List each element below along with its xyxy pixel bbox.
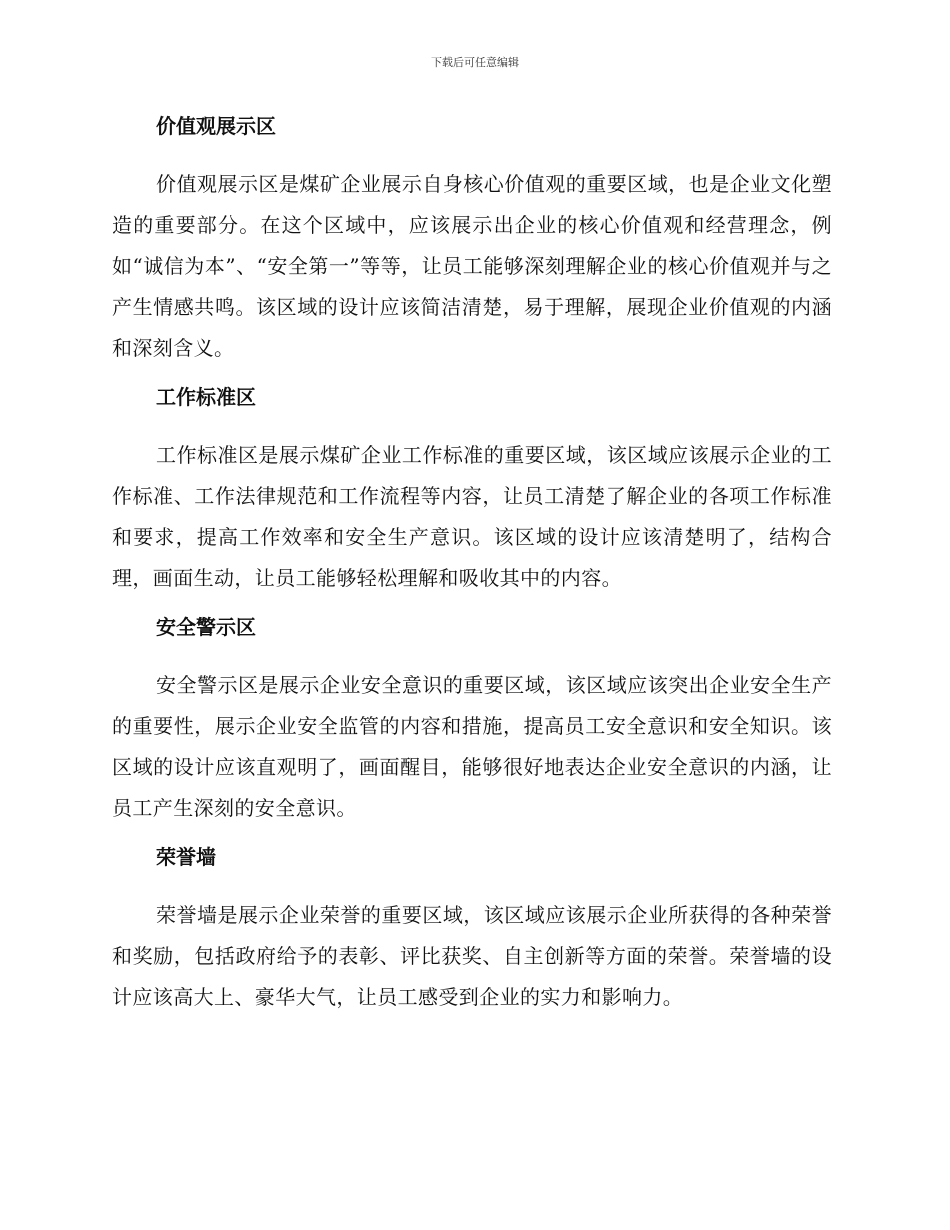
section-paragraph: 荣誉墙是展示企业荣誉的重要区域，该区域应该展示企业所获得的各种荣誉和奖励，包括政府给予的表彰、评比获奖、自主创新等方面的荣誉。荣誉墙的设计应该高大上、豪华大气，让员工感受到企业的实力和影响力。 xyxy=(112,903,832,1009)
section-heading: 工作标准区 xyxy=(156,385,256,409)
section-work-standards xyxy=(112,379,832,599)
page-header-note: 下载后可任意编辑 xyxy=(431,56,519,69)
section-honor-wall xyxy=(112,839,832,1018)
section-paragraph: 工作标准区是展示煤矿企业工作标准的重要区域，该区域应该展示企业的工作标准、工作法律规范和工作流程等内容，让员工清楚了解企业的各项工作标准和要求，提高工作效率和安全生产意识。该区域的设计应该清楚明了，结构合理，画面生动，让员工能够轻松理解和吸收其中的内容。 xyxy=(112,443,832,590)
section-heading: 荣誉墙 xyxy=(156,845,216,869)
section-values xyxy=(112,108,832,369)
document-body xyxy=(112,108,832,1028)
section-heading: 价值观展示区 xyxy=(156,114,276,138)
section-safety-warning xyxy=(112,609,832,829)
section-paragraph: 价值观展示区是煤矿企业展示自身核心价值观的重要区域，也是企业文化塑造的重要部分。在这个区域中，应该展示出企业的核心价值观和经营理念，例如“诚信为本”、“安全第一”等等，让员工能够深刻理解企业的核心价值观并与之产生情感共鸣。该区域的设计应该简洁清楚，易于理解，展现企业价值观的内涵和深刻含义。 xyxy=(112,172,832,360)
section-heading: 安全警示区 xyxy=(156,615,256,639)
section-paragraph: 安全警示区是展示企业安全意识的重要区域，该区域应该突出企业安全生产的重要性，展示企业安全监管的内容和措施，提高员工安全意识和安全知识。该区域的设计应该直观明了，画面醒目，能够很好地表达企业安全意识的内涵，让员工产生深刻的安全意识。 xyxy=(112,673,832,820)
